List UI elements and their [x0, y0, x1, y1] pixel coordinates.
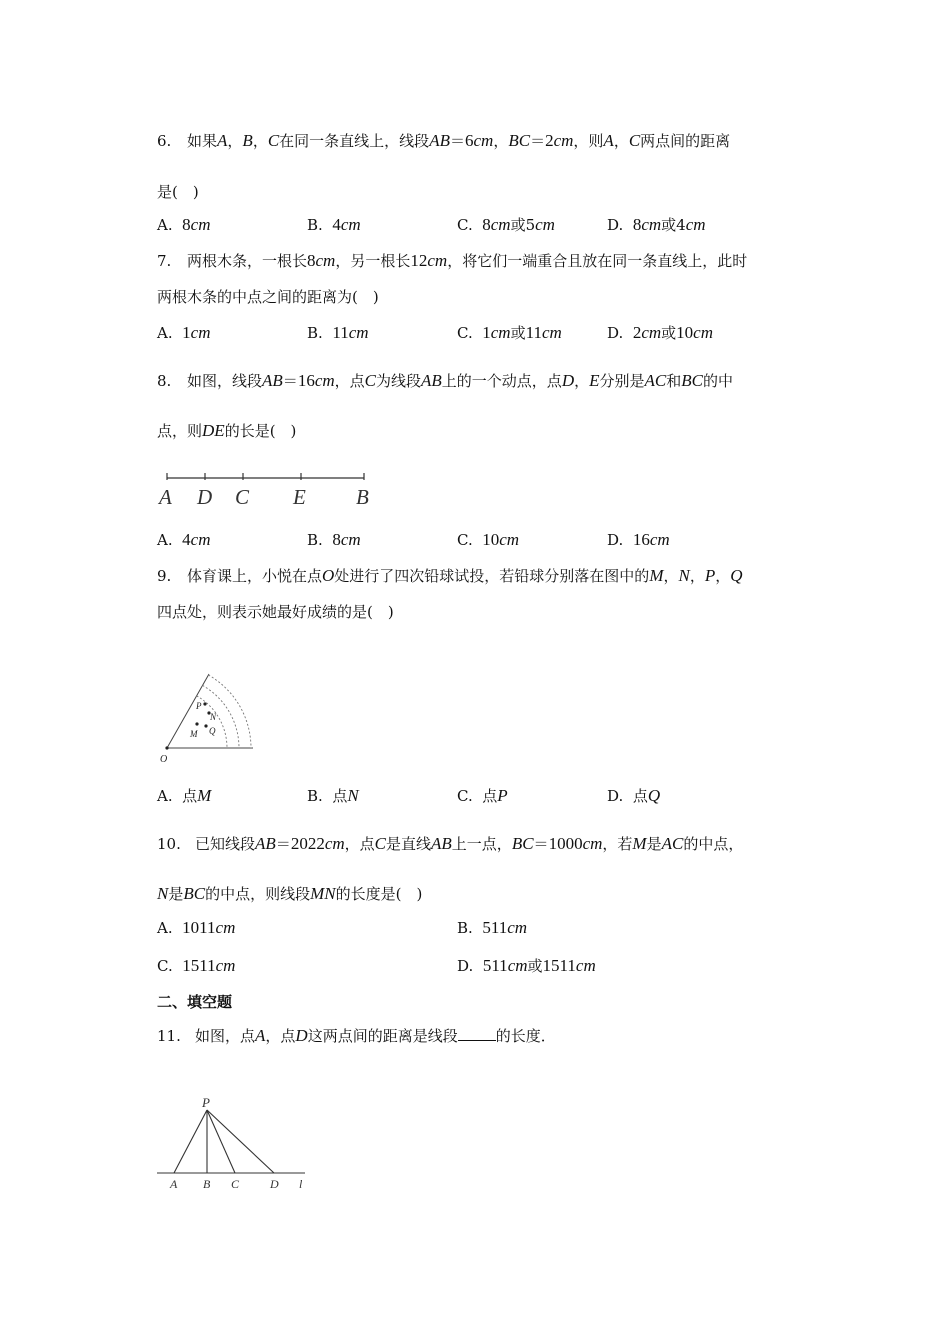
q8-number: 8. [157, 372, 172, 390]
q9-option-a[interactable]: A. 点M [157, 786, 212, 805]
q11-number: 11. [157, 1027, 181, 1045]
q10-line2: N是BC的中点，则线段MN的长度是( ) [157, 884, 423, 903]
q6-option-c[interactable]: C. 8cm或5cm [457, 215, 555, 234]
q9-label-o: O [160, 754, 168, 765]
q8-label-d: D [197, 485, 213, 509]
q9-option-c[interactable]: C. 点P [457, 786, 508, 805]
q10-option-a[interactable]: A. 1011cm [157, 918, 236, 937]
q7-option-c[interactable]: C. 1cm或11cm [457, 323, 562, 342]
q8-label-b: B [356, 485, 369, 509]
q8-figure-segment [155, 468, 385, 512]
q11-label-l: l [299, 1177, 303, 1191]
q9-label-q: Q [209, 726, 216, 736]
q6-option-a[interactable]: A. 8cm [157, 215, 211, 234]
q8-option-a[interactable]: A. 4cm [157, 530, 211, 549]
q8-option-b[interactable]: B. 8cm [307, 530, 361, 549]
q7-number: 7. [157, 252, 172, 270]
q7-option-a[interactable]: A. 1cm [157, 323, 211, 342]
q9-figure-sector [155, 668, 265, 768]
q7-line1: 7. 两根木条，一根长8cm，另一根长12cm，将它们一端重合且放在同一条直线上，此时 [157, 251, 748, 270]
q8-label-c: C [235, 485, 250, 509]
q9-label-p: P [196, 701, 202, 711]
q7-option-d[interactable]: D. 2cm或10cm [607, 323, 713, 342]
q6-number: 6. [157, 132, 172, 150]
q10-option-b[interactable]: B. 511cm [457, 918, 528, 937]
q8-option-c[interactable]: C. 10cm [457, 530, 520, 549]
q10-option-c[interactable]: C. 1511cm [157, 956, 236, 975]
q8-option-d[interactable]: D. 16cm [607, 530, 670, 549]
q10-line1: 10. 已知线段AB＝2022cm，点C是直线AB上一点，BC＝1000cm，若M是AC的中点， [157, 834, 744, 853]
q10-number: 10. [157, 835, 181, 853]
q11-label-b: B [203, 1177, 211, 1191]
q6-line1: 6. 如果A，B，C在同一条直线上，线段AB＝6cm，BC＝2cm，则A，C两点间的距离 [157, 131, 731, 150]
q9-number: 9. [157, 567, 172, 585]
q9-label-n: N [210, 712, 217, 722]
q9-line1: 9. 体育课上，小悦在点O处进行了四次铅球试投，若铅球分别落在图中的M，N，P，Q [157, 566, 743, 585]
q9-option-d[interactable]: D. 点Q [607, 786, 661, 805]
q11-label-c: C [231, 1177, 240, 1191]
q8-label-e: E [293, 485, 306, 509]
q8-line2: 点，则DE的长是( ) [157, 421, 297, 440]
q7-option-b[interactable]: B. 11cm [307, 323, 369, 342]
q6-line2: 是( ) [157, 183, 199, 201]
q11-figure [155, 1092, 315, 1192]
q9-label-m: M [190, 729, 198, 739]
q10-option-d[interactable]: D. 511cm或1511cm [457, 956, 596, 975]
q11-label-a: A [170, 1177, 178, 1191]
q9-option-b[interactable]: B. 点N [307, 786, 359, 805]
q6-option-b[interactable]: B. 4cm [307, 215, 361, 234]
q8-line1: 8. 如图，线段AB＝16cm，点C为线段AB上的一个动点，点D，E分别是AC和BC的中 [157, 371, 734, 390]
section-fill-in-heading: 二、填空题 [157, 993, 233, 1011]
q9-line2: 四点处，则表示她最好成绩的是( ) [157, 603, 394, 621]
q6-option-d[interactable]: D. 8cm或4cm [607, 215, 706, 234]
q11-label-d: D [270, 1177, 279, 1191]
q11-answer-blank[interactable] [458, 1026, 496, 1041]
q11-label-p: P [202, 1095, 210, 1110]
q11-line1: 11. 如图，点A，点D这两点间的距离是线段 的长度． [157, 1026, 556, 1045]
q7-line2: 两根木条的中点之间的距离为( ) [157, 288, 379, 306]
q8-label-a: A [159, 485, 172, 509]
